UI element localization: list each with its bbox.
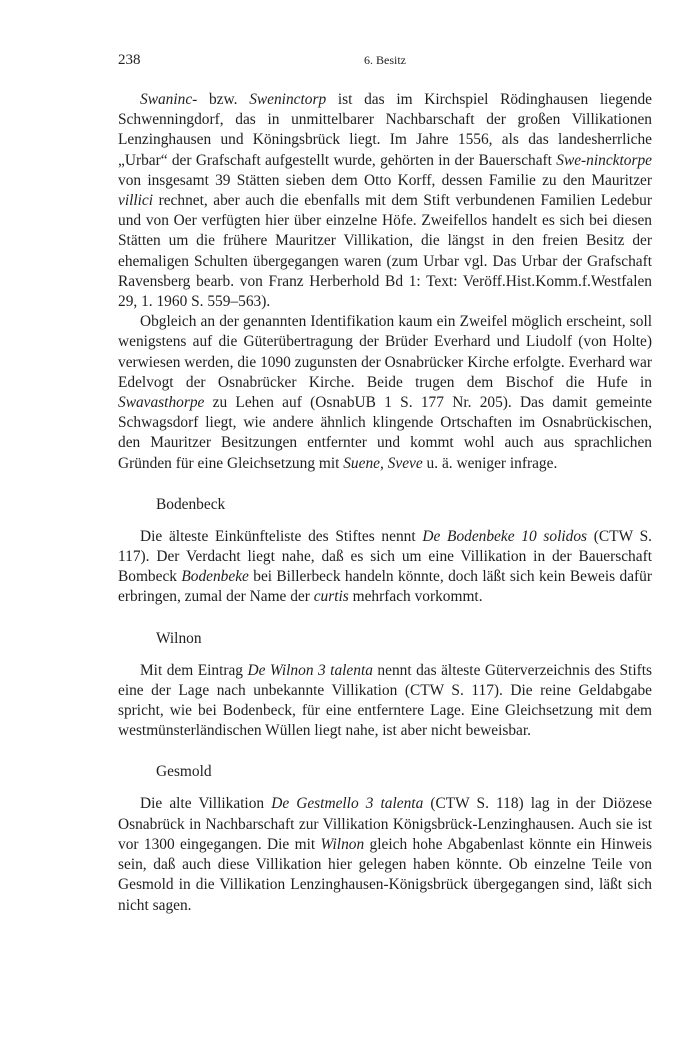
paragraph-gesmold bbox=[118, 794, 652, 915]
page-body bbox=[118, 90, 652, 916]
paragraph-schwenningdorf bbox=[118, 90, 652, 312]
italic-term: De Gestmello 3 talenta bbox=[271, 795, 424, 813]
italic-term: Wilnon bbox=[320, 835, 365, 853]
section-heading-gesmold: Gesmold bbox=[156, 763, 212, 781]
text-run: Die alte Villikation bbox=[140, 795, 272, 813]
text-run: von insgesamt 39 Stätten sieben dem Otto Korff, dessen Familie zu den Mauritzer bbox=[118, 171, 652, 189]
text-run: u. ä. weniger infrage. bbox=[422, 454, 558, 472]
section-heading-bodenbeck: Bodenbeck bbox=[156, 495, 226, 513]
text-run: zu Lehen auf (OsnabUB 1 S. 177 Nr. 205). Das damit gemeinte Schwagsdorf liegt, wie andere ähnlich klingende Ortschaften im Osnabrückischen, den Mauritzer Besitzungen entfernter und kommt wohl auch aus sprachlichen Gründen für eine Gleichsetzung mit bbox=[118, 394, 652, 472]
text-run: nennt das älteste Güterverzeichnis des Stifts eine der Lage nach unbekannte Villikation (CTW S. 117). Die reine Geldabgabe spricht, wie bei Bodenbeck, für eine entferntere Lage. Eine Gleichsetzung mit dem westmünsterländischen Wüllen liegt nahe, ist aber nicht beweisbar. bbox=[118, 661, 652, 740]
text-run: (CTW S. 118) lag in der Diözese Osnabrück in Nachbarschaft zur Villikation Königsbrück-Lenzinghausen. Auch sie ist vor 1300 eingegangen. Die mit bbox=[118, 795, 653, 853]
text-run: Mit dem Eintrag bbox=[140, 661, 248, 679]
italic-term: Sweninctorp bbox=[249, 91, 327, 108]
italic-term: Suene, Sveve bbox=[343, 454, 423, 472]
italic-term: De Bodenbeke 10 solidos bbox=[422, 527, 588, 545]
paragraph-bodenbeck bbox=[118, 527, 652, 608]
italic-term: Swe-nincktorpe bbox=[556, 151, 652, 169]
italic-term: Bodenbeke bbox=[181, 568, 249, 586]
text-run: rechnet, aber auch die ebenfalls mit dem Stift verbundenen Familien Ledebur und von Oer verfügten hier über einzelne Höfe. Zweifellos handelt es sich bei diesen Stätten um die frühere Mauritzer Villikation, die längst in den freien Besitz der ehemaligen Schulten übergegangen waren (zum Urbar vgl. Das Urbar der Grafschaft Ravensberg bearb. von Franz Herberhold Bd 1: Text: Veröff.Hist.Komm.f.Westfalen 29, 1. 1960 S. 559–563). bbox=[118, 192, 652, 311]
text-run: (CTW S. 117). Der Verdacht liegt nahe, daß es sich um eine Villikation in der Bauerschaft Bombeck bbox=[118, 527, 652, 586]
text-run: bzw. bbox=[197, 91, 250, 108]
italic-term: De Wilnon 3 talenta bbox=[247, 661, 373, 679]
text-run: mehrfach vorkommt. bbox=[348, 588, 483, 606]
text-run: Die älteste Einkünfteliste des Stiftes nennt bbox=[140, 527, 423, 545]
text-run: bei Billerbeck handeln könnte, doch läßt sich kein Beweis dafür erbringen, zumal der Name der bbox=[118, 568, 652, 606]
section-heading-wilnon: Wilnon bbox=[156, 629, 202, 647]
text-run: ist das im Kirchspiel Rödinghausen liegende Schwenningdorf, das in unmittelbarer Nachbarschaft der großen Villikationen Lenzinghausen und Köningsbrück liegt. Im Jahre 1556, als das landesherrliche „Urbar“ der Grafschaft aufgestellt wurde, gehörten in der Bauerschaft bbox=[118, 91, 652, 169]
italic-term: Swaninc- bbox=[140, 91, 198, 108]
text-run: Obgleich an der genannten Identifikation kaum ein Zweifel möglich erscheint, soll wenigstens auf die Güterübertragung der Brüder Everhard und Liudolf (von Holte) verwiesen werden, die 1090 zugunsten der Osnabrücker Kirche erfolgte. Everhard war Edelvogt der Osnabrücker Kirche. Beide trugen dem Bischof die Hufe in bbox=[118, 313, 652, 391]
paragraph-schwagsdorf bbox=[118, 312, 652, 474]
italic-term: Swavasthorpe bbox=[118, 394, 205, 412]
italic-term: curtis bbox=[313, 588, 349, 606]
paragraph-wilnon bbox=[118, 661, 652, 742]
text-run: gleich hohe Abgabenlast könnte ein Hinweis sein, daß auch diese Villikation hier gelegen haben könnte. Ob einzelne Teile von Gesmold in die Villikation Lenzinghausen-Königsbrück übergegangen sind, läßt sich nicht sagen. bbox=[118, 835, 652, 914]
running-title: 6. Besitz bbox=[364, 53, 406, 67]
page-number: 238 bbox=[118, 52, 141, 68]
italic-term: villici bbox=[118, 192, 154, 210]
